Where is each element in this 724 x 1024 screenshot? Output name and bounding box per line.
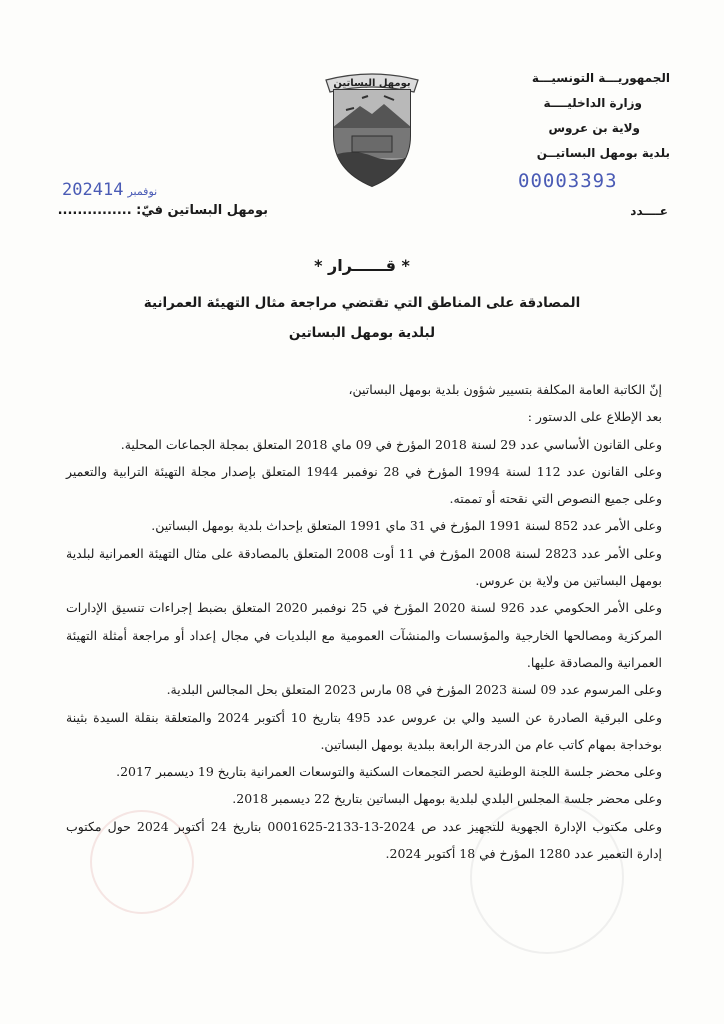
date-year: 2024	[62, 180, 103, 200]
letterhead-governorate: ولاية بن عروس	[548, 121, 640, 135]
letterhead-municipality: بلدية بومهل البساتيــن	[536, 146, 670, 160]
body-paragraph: وعلى القانون عدد 112 لسنة 1994 المؤرخ في 28 نوفمبر 1944 المتعلق بإصدار مجلة التهيئة الترابية والتعمير وعلى جميع النصوص التي نقحته أو تممته.	[66, 463, 663, 507]
body-paragraph: وعلى الأمر عدد 2823 لسنة 2008 المؤرخ في 11 أوت 2008 المتعلق بالمصادقة على مثال التهيئة العمرانية لبلدية بومهل البساتين من ولاية بن عروس.	[66, 545, 662, 589]
subject-line: لبلدية بومهل البساتين	[288, 325, 436, 341]
decision-subject	[60, 288, 664, 348]
body-paragraph: بعد الإطلاع على الدستور :	[527, 409, 662, 425]
place-date-line: بومهل البساتين فيّ: ...............	[57, 203, 268, 218]
body-paragraph: وعلى محضر جلسة اللجنة الوطنية لحصر التجمعات السكنية والتوسعات العمرانية بتاريخ 19 ديسمبر 2017.	[116, 764, 662, 780]
date-stamp	[62, 180, 163, 200]
letterhead	[470, 66, 670, 166]
body-paragraph: وعلى مكتوب الإدارة الجهوية للتجهيز عدد ص 2024-13-2133-0001625 بتاريخ 24 أكتوبر 2024 حول مكتوب إدارة التعمير عدد 1280 المؤرخ في 18 أكتوبر 2024.	[66, 818, 662, 862]
municipality-emblem	[322, 66, 422, 190]
letterhead-ministry: وزارة الداخليــــة	[543, 96, 642, 110]
letterhead-republic: الجمهوريـــة التونسيـــة	[531, 71, 670, 85]
decision-title: * قــــــرار *	[314, 256, 410, 275]
body-paragraph: إنّ الكاتبة العامة المكلفة بتسيير شؤون بلدية بومهل البساتين،	[348, 382, 662, 397]
body-paragraph: وعلى البرقية الصادرة عن السيد والي بن عروس عدد 495 بتاريخ 10 أكتوبر 2024 والمتعلقة بنقلة السيدة بثينة بوخداجة بمهام كاتب عام من الدرجة الرابعة ببلدية بومهل البساتين.	[66, 709, 662, 752]
reference-number-stamp: 00003393	[518, 170, 618, 192]
date-month: نوفمبر	[127, 185, 158, 198]
date-day: 14	[102, 180, 124, 200]
body-paragraph: وعلى محضر جلسة المجلس البلدي لبلدية بومهل البساتين بتاريخ 22 ديسمبر 2018.	[232, 791, 662, 807]
body-paragraph: وعلى الأمر عدد 852 لسنة 1991 المؤرخ في 31 ماي 1991 المتعلق بإحداث بلدية بومهل البساتين.	[151, 518, 662, 534]
decision-body	[66, 376, 662, 867]
subject-line: المصادقة على المناطق التي تقتضي مراجعة مثال التهيئة العمرانية	[143, 295, 581, 311]
reference-label: عــــدد	[630, 204, 668, 218]
body-paragraph: وعلى المرسوم عدد 09 لسنة 2023 المؤرخ في 08 مارس 2023 المتعلق بحل المجالس البلدية.	[166, 682, 662, 698]
body-paragraph: وعلى القانون الأساسي عدد 29 لسنة 2018 المؤرخ في 09 ماي 2018 المتعلق بمجلة الجماعات المحلية.	[120, 436, 662, 452]
emblem-banner-text: بومهل البساتين	[333, 78, 411, 89]
body-paragraph: وعلى الأمر الحكومي عدد 926 لسنة 2020 المؤرخ في 25 نوفمبر 2020 المتعلق بضبط إجراءات تنسيق الإدارات المركزية ومصالحها الخارجية والمؤسسات والمنشآت العمومية مع البلديات في مجال إعداد أو مراجعة أمثلة التهيئة العمرانية والمصادقة عليها.	[66, 600, 662, 670]
